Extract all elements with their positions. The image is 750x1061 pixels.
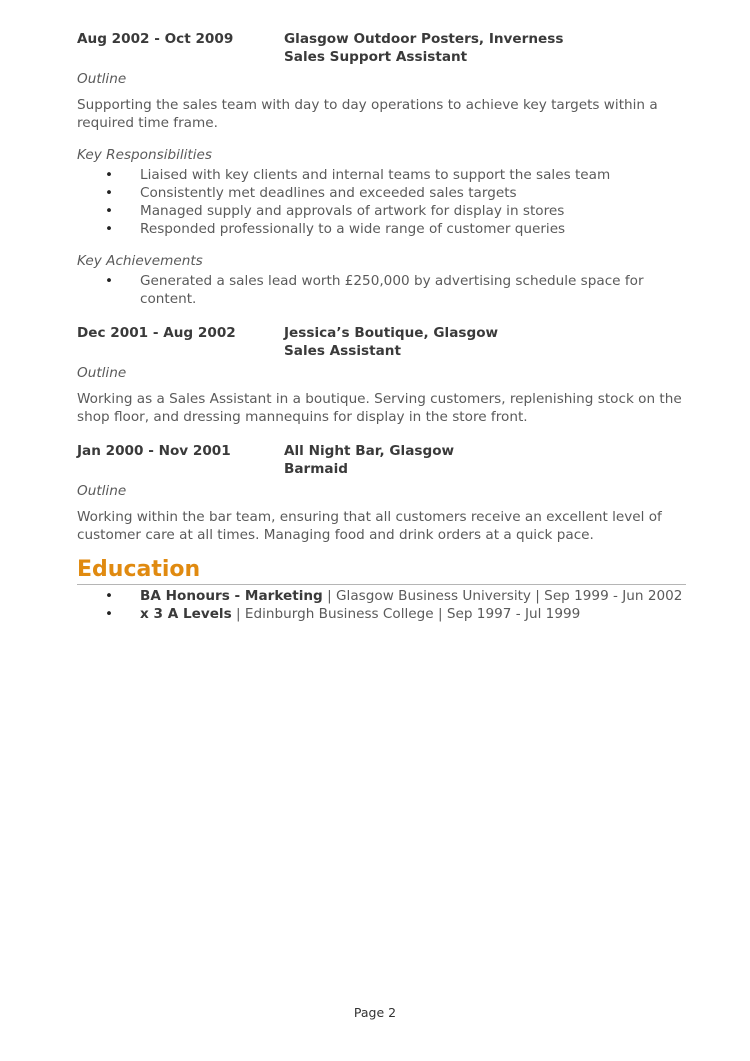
job-title: Sales Assistant [284,343,401,359]
cv-page [77,30,687,623]
bullet-icon: • [105,588,114,604]
job-title: Barmaid [284,461,348,477]
bullet-icon: • [105,606,114,622]
job-header [77,442,687,478]
job-dates: Aug 2002 - Oct 2009 [77,31,234,47]
bullet-icon: • [105,185,114,201]
bullet-icon: • [105,273,114,289]
job-company: Jessica’s Boutique, Glasgow [284,325,499,341]
job-company: All Night Bar, Glasgow [284,443,455,459]
job-dates: Jan 2000 - Nov 2001 [77,443,231,459]
bullet-icon: • [105,221,114,237]
qualification: BA Honours - Marketing [140,588,323,604]
outline-text: Supporting the sales team with day to day operations to achieve key targets within a required time frame. [77,97,658,131]
job-entry [77,442,687,544]
page-number: Page 2 [353,1005,397,1020]
achievements-list [77,272,687,308]
outline-label: Outline [77,71,127,87]
qualification-details: | Edinburgh Business College | Sep 1997 - Jul 1999 [231,606,581,622]
qualification: x 3 A Levels [140,606,232,622]
outline-label: Outline [77,365,127,381]
list-item: • Consistently met deadlines and exceeded sales targets [105,185,517,201]
list-item: • Liaised with key clients and internal teams to support the sales team [105,167,611,183]
bullet-icon: • [105,203,114,219]
outline-text: Working as a Sales Assistant in a boutique. Serving customers, replenishing stock on the shop floor, and dressing mannequins for display in the store front. [77,391,682,425]
job-title: Sales Support Assistant [284,49,468,65]
job-dates: Dec 2001 - Aug 2002 [77,325,236,341]
outline-text: Working within the bar team, ensuring that all customers receive an excellent level of customer care at all times. Managing food and drink orders at a quick pace. [77,509,662,543]
job-entry [77,324,687,426]
outline-label: Outline [77,483,127,499]
list-item: • Generated a sales lead worth £250,000 by advertising schedule space for content. [105,273,644,307]
section-heading-education: Education [77,556,686,585]
qualification-details: | Glasgow Business University | Sep 1999 - Jun 2002 [322,588,683,604]
list-item [77,587,687,605]
job-entry [77,30,687,308]
list-item: • Responded professionally to a wide range of customer queries [105,221,566,237]
achievements-label: Key Achievements [77,253,203,269]
bullet-icon: • [105,167,114,183]
education-list [77,587,687,623]
list-item [77,605,687,623]
job-company: Glasgow Outdoor Posters, Inverness [284,31,564,47]
responsibilities-label: Key Responsibilities [77,147,212,163]
responsibilities-list [77,166,687,238]
job-header [77,30,687,66]
list-item: • Managed supply and approvals of artwork for display in stores [105,203,565,219]
job-header [77,324,687,360]
